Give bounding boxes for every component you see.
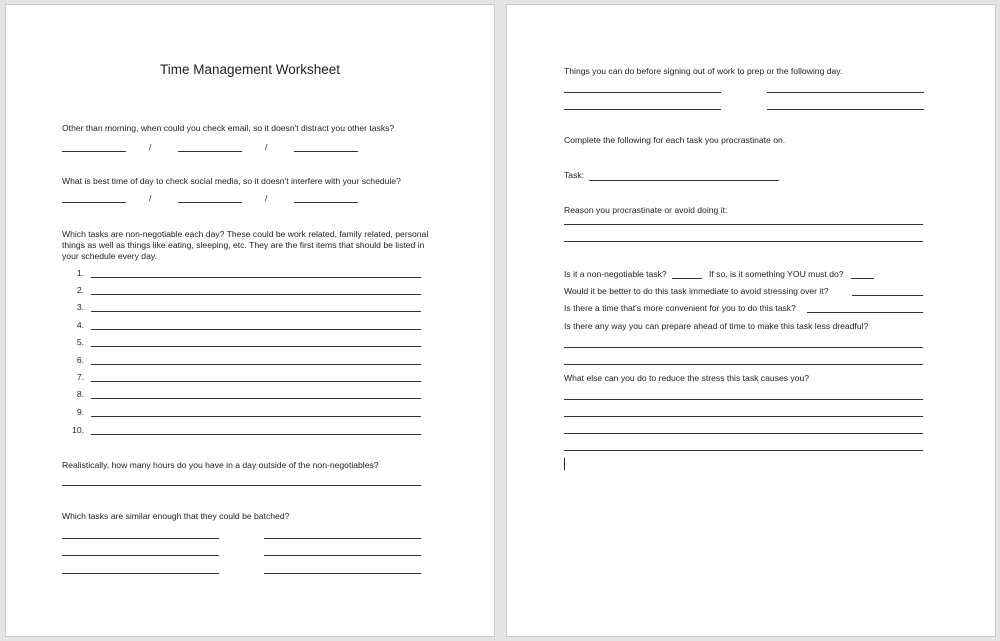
answer-line[interactable] <box>852 295 923 296</box>
worksheet-title: Time Management Worksheet <box>159 62 341 77</box>
question-batched-tasks: Which tasks are similar enough that they could be batched? <box>62 511 290 521</box>
slash-separator: / <box>149 193 152 203</box>
answer-line[interactable] <box>264 538 421 539</box>
answer-line[interactable] <box>807 312 923 313</box>
answer-line[interactable] <box>62 202 126 203</box>
answer-line[interactable] <box>767 109 924 110</box>
document-page-right <box>506 4 996 637</box>
answer-line[interactable] <box>91 364 421 365</box>
answer-line[interactable] <box>564 433 923 434</box>
answer-line[interactable] <box>564 416 923 417</box>
slash-separator: / <box>265 193 268 203</box>
slash-separator: / <box>265 142 268 152</box>
answer-line[interactable] <box>91 381 421 382</box>
answer-line[interactable] <box>91 329 421 330</box>
slash-separator: / <box>149 142 152 152</box>
question-prepare-ahead: Is there any way you can prepare ahead of time to make this task less dreadful? <box>564 321 869 331</box>
answer-line[interactable] <box>294 151 358 152</box>
answer-line[interactable] <box>91 416 421 417</box>
task-label: Task: <box>564 170 585 180</box>
document-page-left <box>5 4 495 637</box>
answer-line[interactable] <box>767 92 924 93</box>
answer-line[interactable] <box>672 278 702 279</box>
question-reduce-stress: What else can you do to reduce the stress this task causes you? <box>564 373 810 383</box>
question-non-negotiable-task: Is it a non-negotiable task? <box>564 269 667 279</box>
list-number: 5. <box>76 337 84 347</box>
answer-line[interactable] <box>564 109 721 110</box>
answer-line[interactable] <box>62 485 421 486</box>
list-number: 10. <box>72 425 84 435</box>
answer-line[interactable] <box>178 151 242 152</box>
list-number: 4. <box>76 320 84 330</box>
list-number: 3. <box>76 302 84 312</box>
text-cursor[interactable] <box>564 458 565 470</box>
answer-line[interactable] <box>564 347 923 348</box>
answer-line[interactable] <box>91 311 421 312</box>
list-number: 6. <box>76 355 84 365</box>
question-social-media: What is best time of day to check social media, so it doesn't interfere with your schedule? <box>62 176 401 186</box>
question-check-email: Other than morning, when could you check email, so it doesn't distract you other tasks? <box>62 123 395 133</box>
question-reason: Reason you procrastinate or avoid doing it: <box>564 205 728 215</box>
answer-line[interactable] <box>62 573 219 574</box>
answer-line[interactable] <box>564 399 923 400</box>
answer-line[interactable] <box>294 202 358 203</box>
answer-line[interactable] <box>851 278 874 279</box>
answer-line[interactable] <box>264 573 421 574</box>
answer-line[interactable] <box>564 92 721 93</box>
question-you-must-do: If so, is it something YOU must do? <box>709 269 844 279</box>
answer-line[interactable] <box>91 277 421 278</box>
answer-line[interactable] <box>91 346 421 347</box>
answer-line[interactable] <box>264 555 421 556</box>
answer-line[interactable] <box>178 202 242 203</box>
answer-line[interactable] <box>564 450 923 451</box>
list-number: 8. <box>76 389 84 399</box>
answer-line[interactable] <box>91 294 421 295</box>
answer-line[interactable] <box>91 434 421 435</box>
list-number: 1. <box>76 268 84 278</box>
list-number: 2. <box>76 285 84 295</box>
list-number: 7. <box>76 372 84 382</box>
answer-line[interactable] <box>564 364 923 365</box>
question-hours-available: Realistically, how many hours do you have in a day outside of the non-negotiables? <box>62 460 379 470</box>
answer-line[interactable] <box>564 241 923 242</box>
list-number: 9. <box>76 407 84 417</box>
instruction-procrastinate: Complete the following for each task you procrastinate on. <box>564 135 786 145</box>
answer-line[interactable] <box>62 151 126 152</box>
answer-line[interactable] <box>62 555 219 556</box>
question-non-negotiables: Which tasks are non-negotiable each day? These could be work related, family related, personal things as well as things like eating, sleeping, etc. They are the first items that should be listed in your schedule every day. <box>62 229 429 261</box>
question-convenient-time: Is there a time that's more convenient for you to do this task? <box>564 303 796 313</box>
question-do-immediately: Would it be better to do this task immediate to avoid stressing over it? <box>564 286 829 296</box>
question-prep-next-day: Things you can do before signing out of work to prep or the following day. <box>564 66 843 76</box>
answer-line[interactable] <box>91 398 421 399</box>
task-answer-line[interactable] <box>589 180 779 181</box>
answer-line[interactable] <box>62 538 219 539</box>
answer-line[interactable] <box>564 224 923 225</box>
